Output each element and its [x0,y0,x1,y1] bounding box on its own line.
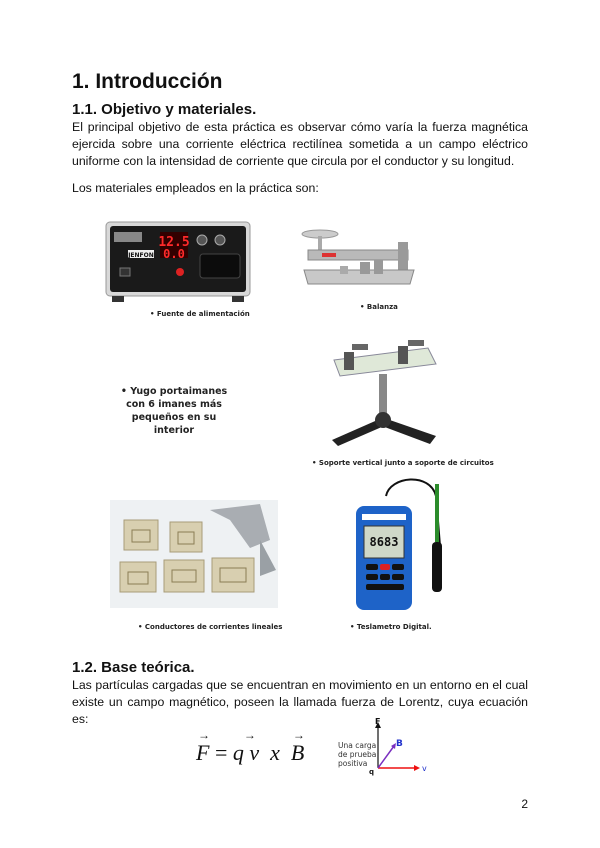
materials-intro: Los materiales empleados en la práctica son: [72,181,319,195]
diagram-label-line2: de prueba [338,750,377,759]
lorentz-force-diagram [338,716,430,778]
equation-charge: q [232,740,244,765]
teslameter-image [350,476,460,616]
vector-arrow-icon: → [243,728,256,742]
conductors-image [110,500,278,608]
equation-equals: = [214,740,228,765]
yoke-caption: • Yugo portaimanes con 6 imanes más pequeños en su interior [120,386,228,436]
conductors-caption: • Conductores de corrientes lineales [138,623,283,631]
diagram-v: v [422,764,427,773]
balance-image [298,226,420,294]
equation-force: F [196,740,210,765]
lorentz-equation [196,728,305,766]
diagram-F: F [375,717,381,726]
equation-velocity: v [249,740,260,765]
page-number: 2 [521,797,528,811]
theory-paragraph: Las partículas cargadas que se encuentran en movimiento en un entorno en el cual existe un campo magnético, poseen la llamada fuerza de Lorentz, cuya ecuación es: [72,678,528,726]
diagram-q: q [369,768,375,776]
stand-image [324,340,444,452]
vector-arrow-icon: → [292,728,305,742]
section-title-objective: 1.1. Objetivo y materiales. [72,101,257,118]
equation-cross: x [270,740,280,765]
power-supply-caption: • Fuente de alimentación [150,310,250,318]
diagram-label-line1: Una carga [338,741,377,750]
power-supply-brand: JENFON [128,252,154,259]
diagram-label-line3: positiva [338,759,368,768]
power-supply-display-top: 12.5 [158,235,190,250]
section-title-theory: 1.2. Base teórica. [72,659,195,676]
equation-field: B [290,740,305,765]
power-supply-image [104,218,254,310]
diagram-B: B [396,739,403,749]
page-heading: 1. Introducción [72,70,223,93]
vector-arrow-icon: → [198,728,210,742]
balance-caption: • Balanza [360,303,398,311]
teslameter-reading: 8683 [369,535,399,549]
objective-paragraph: El principal objetivo de esta práctica es observar cómo varía la fuerza magnética ejercida sobre una corriente eléctrica rectilínea sometida a un campo eléctrico uniforme con la intensidad de corriente que circula por el conductor y su longitud. [72,120,528,168]
power-supply-display-bottom: 0.0 [163,247,185,261]
stand-caption: • Soporte vertical junto a soporte de circuitos [312,459,494,467]
teslameter-caption: • Teslametro Digital. [350,623,432,631]
